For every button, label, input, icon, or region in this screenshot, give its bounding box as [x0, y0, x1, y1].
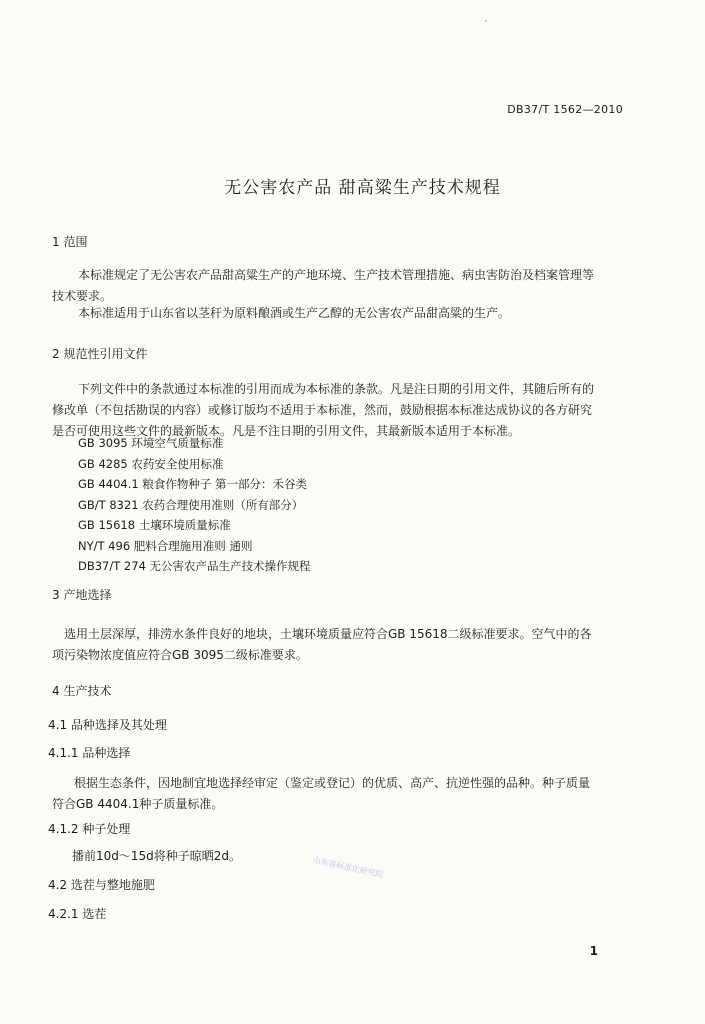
reference-item: GB 15618 土壤环境质量标准	[78, 518, 231, 532]
text-line: 技术要求。	[52, 289, 113, 303]
section-2-heading: 2 规范性引用文件	[52, 347, 148, 361]
section-3-paragraph	[52, 624, 632, 666]
reference-list	[78, 433, 311, 577]
section-1-paragraph-2: 本标准适用于山东省以茎秆为原料酿酒或生产乙醇的无公害农产品甜高粱的生产。	[78, 306, 511, 320]
section-4-1-2-paragraph: 播前10d～15d将种子晾晒2d。	[72, 849, 242, 863]
text-line: 符合GB 4404.1种子质量标准。	[52, 797, 224, 811]
scan-speck	[485, 20, 487, 22]
section-3-heading: 3 产地选择	[52, 588, 112, 602]
text-line: 项污染物浓度值应符合GB 3095二级标准要求。	[52, 648, 308, 662]
section-4-1-heading: 4.1 品种选择及其处理	[48, 718, 167, 732]
section-4-2-heading: 4.2 选茬与整地施肥	[48, 878, 155, 892]
reference-item: GB 4285 农药安全使用标准	[78, 456, 224, 471]
page-number: 1	[589, 944, 598, 958]
reference-item: GB 4404.1 粮食作物种子 第一部分：禾谷类	[78, 477, 308, 491]
reference-item: NY/T 496 肥料合理施用准则 通则	[78, 538, 253, 553]
document-title: 无公害农产品 甜高粱生产技术规程	[224, 178, 501, 198]
text-line: 本标准规定了无公害农产品甜高粱生产的产地环境、生产技术管理措施、病虫害防治及档案管理等	[78, 268, 595, 282]
section-1-paragraph-1	[52, 265, 632, 307]
reference-item: GB 3095 环境空气质量标准	[78, 436, 224, 450]
text-line: 根据生态条件，因地制宜地选择经审定（鉴定或登记）的优质、高产、抗逆性强的品种。种子质量	[74, 776, 591, 790]
section-1-heading: 1 范围	[52, 235, 88, 249]
reference-item: GB/T 8321 农药合理使用准则（所有部分）	[78, 497, 304, 512]
text-line: 下列文件中的条款通过本标准的引用而成为本标准的条款。凡是注日期的引用文件，其随后所有的	[78, 382, 595, 396]
section-4-2-1-heading: 4.2.1 选茬	[48, 907, 107, 921]
text-line: 修改单（不包括勘误的内容）或修订版均不适用于本标准，然而，鼓励根据本标准达成协议的各方研究	[52, 403, 593, 417]
section-4-1-1-paragraph	[52, 773, 632, 815]
section-4-heading: 4 生产技术	[52, 684, 112, 698]
document-code: DB37/T 1562—2010	[507, 103, 623, 116]
section-4-1-1-heading: 4.1.1 品种选择	[48, 746, 131, 760]
section-4-1-2-heading: 4.1.2 种子处理	[48, 822, 131, 836]
reference-item: DB37/T 274 无公害农产品生产技术操作规程	[78, 559, 311, 573]
text-line: 是否可使用这些文件的最新版本。凡是不注日期的引用文件，其最新版本适用于本标准。	[52, 424, 521, 438]
text-line: 选用土层深厚，排涝水条件良好的地块，土壤环境质量应符合GB 15618二级标准要求。空气中的各	[64, 627, 592, 641]
watermark: 山东省标准化研究院	[311, 855, 385, 880]
